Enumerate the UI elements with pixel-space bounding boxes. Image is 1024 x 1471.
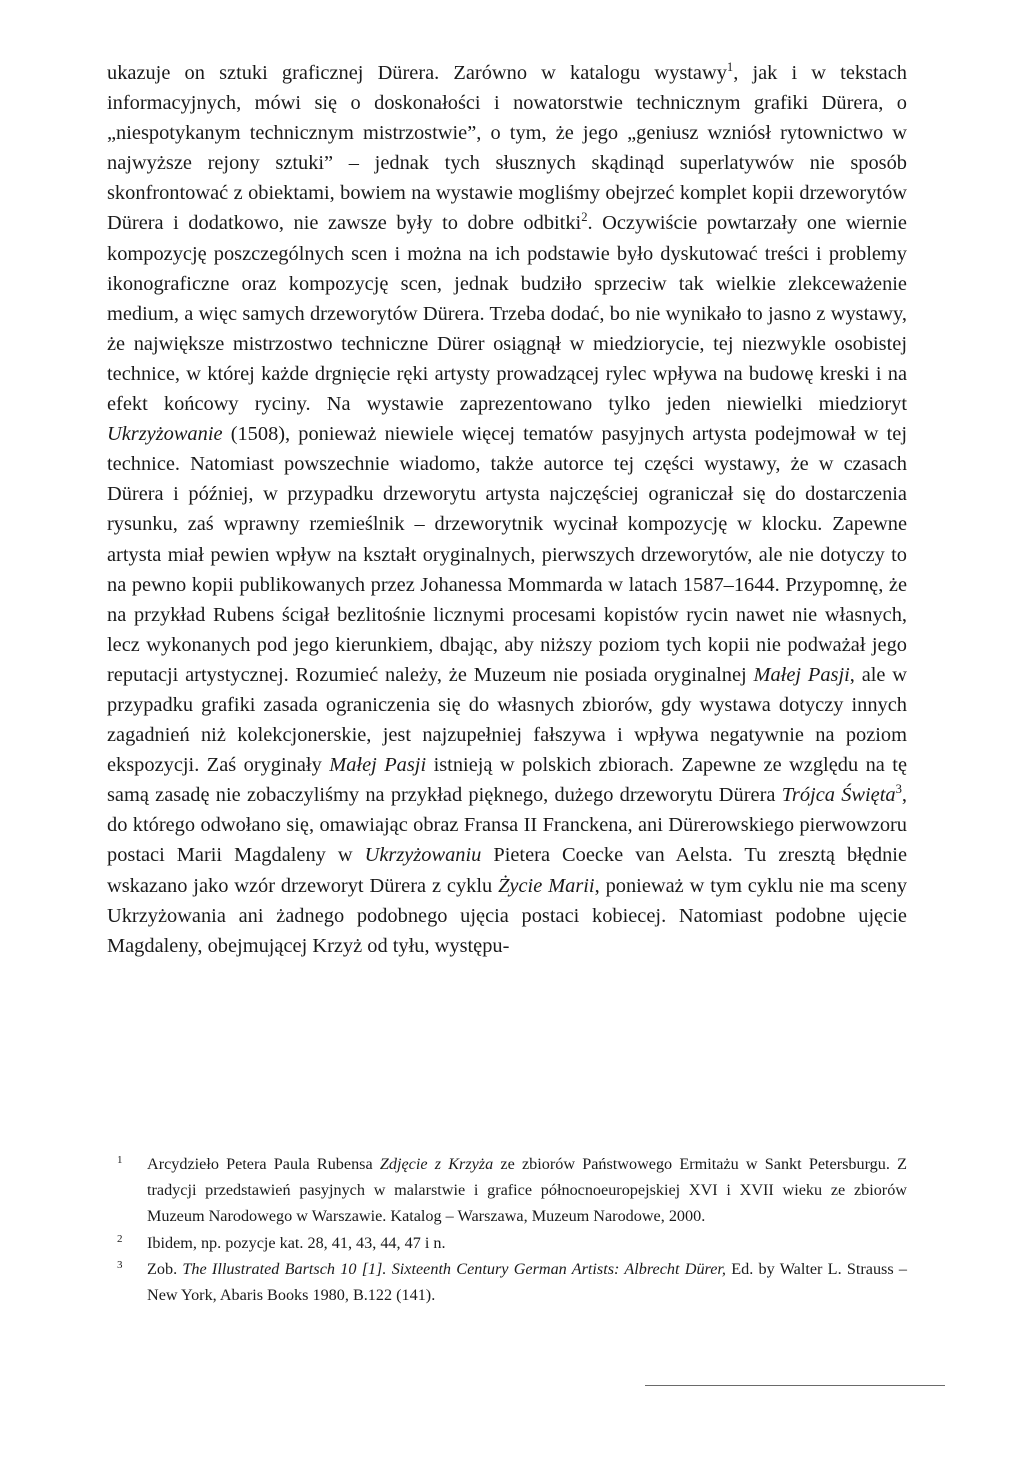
footnote-2 [107, 1230, 907, 1256]
text-segment: (1508), ponieważ niewiele więcej tematów pasyjnych artysta podejmował w tej technice. Natomiast powszechnie wiadomo, także autorce tej części wystawy, że w czasach Dürera i później, w przypadku drzeworytu artysta najczęściej ograniczał się do dostarczenia rysunku, zaś wprawny rzemieślnik – drzeworytnik wycinał kompozycję w klocku. Zapewne artysta miał pewien wpływ na kształt oryginalnych, pierwszych drzeworytów, ale nie dotyczy to na pewno kopii publikowanych przez Johanessa Mommarda w latach 1587–1644. Przypomnę, że na przykład Rubens ścigał bezlitośnie licznymi procesami kopistów rycin nawet nie własnych, lecz wykonanych pod jego kierunkiem, dbając, aby niższy poziom tych kopii nie podważał jego reputacji artystycznej. Rozumieć należy, że Muzeum nie posiada oryginalnej [107, 423, 907, 686]
footnote-text: Ed. by Walter L. Strauss – New York, Abaris Books 1980, B.122 (141). [147, 1259, 908, 1305]
main-paragraph [107, 58, 907, 961]
footnote-reference-1[interactable]: 1 [726, 60, 734, 75]
footnote-text: ze zbiorów Państwowego Ermitażu w Sankt Petersburgu. Z tradycji przedstawień pasyjnych w malarstwie i grafice północnoeuropejskiej XVI i XVII wieku ze zbiorów Muzeum Narodowego w Warszawie. Katalog – Warszawa, Muzeum Narodowe, 2000. [147, 1155, 907, 1226]
footnote-reference-3[interactable]: 3 [895, 782, 902, 797]
artwork-title: Ukrzyżowaniu [364, 844, 482, 867]
footnote-number: 2 [117, 1232, 123, 1245]
body-text [107, 58, 907, 961]
footnote-text: Arcydzieło Petera Paula Rubensa [147, 1155, 380, 1173]
footnote-1 [107, 1151, 907, 1230]
footnote-number: 3 [117, 1258, 123, 1271]
bottom-rule [645, 1385, 945, 1386]
text-segment: istnieją w polskich zbiorach. Zapewne ze względu na tę samą zasadę nie zobaczyliśmy na przykład pięknego, dużego drzeworytu Dürera [107, 754, 907, 807]
text-segment: , ponieważ w tym cyklu nie ma sceny Ukrzyżowania ani żadnego podobnego ujęcia postaci kobiecej. Natomiast podobne ujęcie Magdaleny, obejmującej Krzyż od tyłu, występu- [107, 874, 908, 957]
footnote-number: 1 [117, 1154, 123, 1166]
artwork-title: Małej Pasji [753, 663, 850, 686]
artwork-title: Trójca Święta [781, 784, 896, 807]
artwork-title: Małej Pasji [329, 754, 427, 777]
footnote-text: Zob. [147, 1259, 183, 1278]
footnote-text: Ibidem, np. pozycje kat. 28, 41, 43, 44, 47 i n. [147, 1233, 446, 1252]
text-segment: ukazuje on sztuki graficznej Dürera. Zarówno w katalogu wystawy [107, 62, 727, 84]
text-segment: . Oczywiście powtarzały one wiernie kompozycję poszczególnych scen i można na ich podstawie było dyskutować treści i problemy ikonograficzne oraz kompozycję scen, jednak budziło sprzeciw tak wielkie zlekceważenie medium, a więc samych drzeworytów Dürera. Trzeba dodać, bo nie wynikało to jasno z wystawy, że największe mistrzostwo techniczne Dürer osiągnął w miedziorycie, tej niezwykle osobistej technice, w której każde drgnięcie ręki artysty prowadzącej rylec wpływa na budowę kreski i na efekt końcowy ryciny. Na wystawie zaprezentowano tylko jeden niewielki miedzioryt [107, 212, 907, 416]
text-segment: , ale w przypadku grafiki zasada ograniczenia się do własnych zbiorów, gdy wystawa dotyczy innych zagadnień niż kolekcjonerskie, jest najzupełniej fałszywa i wpływa negatywnie na poziom ekspozycji. Zaś oryginały [107, 663, 908, 777]
artwork-title: Ukrzyżowanie [107, 423, 223, 446]
footnote-title: The Illustrated Bartsch 10 [1]. Sixteenth Century German Artists: Albrecht Dürer, [182, 1259, 726, 1278]
text-segment: , jak i w tekstach informacyjnych, mówi się o doskonałości i nowatorstwie technicznym grafiki Dürera, o „niespotykanym technicznym mistrzostwie”, o tym, że jego „geniusz wzniósł rytownictwo w najwyższe rejony sztuki” – jednak tych słusznych skądinąd superlatywów nie sposób skonfrontować z obiektami, bowiem na wystawie mogliśmy obejrzeć komplet kopii drzeworytów Dürera i dodatkowo, nie zawsze były to dobre odbitki [107, 62, 907, 235]
footnote-reference-2[interactable]: 2 [581, 210, 588, 225]
footnote-title: Zdjęcie z Krzyża [379, 1155, 494, 1173]
text-segment: Pietera Coecke van Aelsta. Tu zresztą błędnie wskazano jako wzór drzeworyt Dürera z cyklu [107, 844, 908, 897]
artwork-title: Życie Marii [498, 874, 595, 897]
text-segment: , do którego odwołano się, omawiając obraz Fransa II Franckena, ani Dürerowskiego pierwowzoru postaci Marii Magdaleny w [107, 784, 908, 867]
footnotes [107, 1151, 907, 1308]
footnote-3 [107, 1256, 907, 1308]
